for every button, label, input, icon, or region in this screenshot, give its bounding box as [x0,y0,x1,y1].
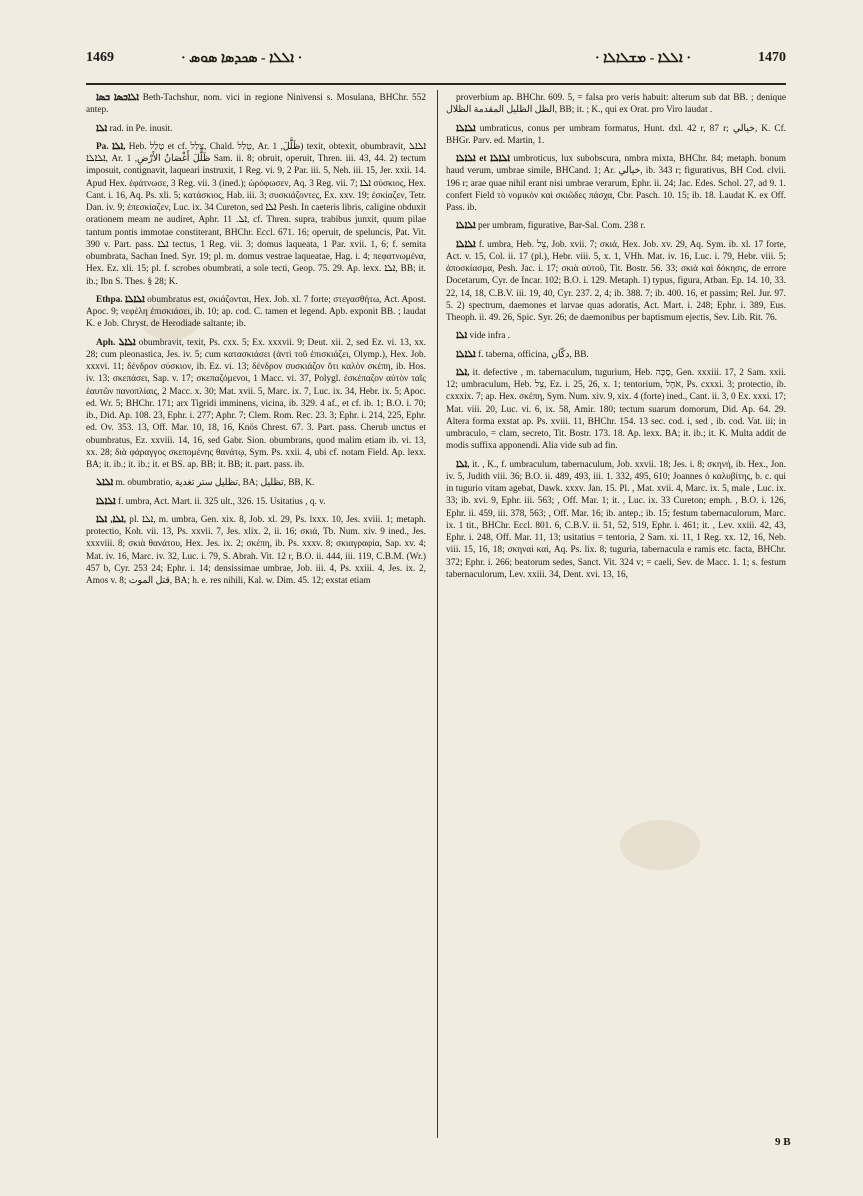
entry-text: it. , K., f. umbraculum, tabernaculum, Job. xxvii. 18; Jes. i. 8; σκηνή, ib. Hex., Jon. iv. 5, Judith viii. 36; B.O. ii. 489, 493, iii. 1. 332, 495, 610; Joannes ὁ καλυβίτης, b. c. qui in tugurio vitam agebat, Dawk. xxxv. Jan. 15. Pl. , Mat. xvii. 4, Marc. ix. 5, male , Luc. ix. 33; ib. xvi. 9, Ephr. iii. 563; , Off. Mar. 1; it. , Luc. ix. 33 Cureton; emph. , B.O. i. 126, Ephr. ii. 459, iii. 378, 563; , Off. Mar. 16; ib. antep.; ib. 15; festum tabernaculorum, Marc. ix. 1 tit., BHChr. Eccl. 801. 6, C.B.V. ii. 51, 52, 519, Ephr. i. 461; it. , Lev. xxiii. 42, 43, Ephr. i. 248, Off. Mar. 11, 13; usitatius = tentoria, 2 Sam. xi. 11, 1 Reg. xx. 12, 16, Neb. viii. 15, 16, 18; σκηναὶ καί, Aq. Ps. lix. 8; tuguria, tabernacula e ramis etc. facta, BHChr. 372; Ephr. i. 266; beatorum sedes, Sanct. Vit. 324 v; = caeli, Sev. de Macc. 1. 1; s. festum tabernaculorum, Lev. xxiii. 34, Dent. xvi. 13, 16, [446,459,786,580]
entry-headword: ܐܠܐ, ܐܠܐ, [96,514,130,525]
page-number-right: 1470 [758,50,786,65]
entry-text: f. umbra, Act. Mart. ii. 325 ult., 326. 15. Usitatius , q. v. [117,496,326,507]
entry-text: proverbium ap. BHChr. 609. 5, = falsa pro veris habuit: alterum sub dat BB. ; denique الظل الظليل المقدمة الظلال, BB; it. ; K., qui ex Orat. pro Viro laudat . [446,93,786,116]
entry-headword: ܐܠܐ [96,123,110,134]
entry-headword: ܐܠܐܠܐ [456,349,478,360]
entry-text: per umbram, figurative, Bar-Sal. Com. 238 r. [477,221,646,232]
entry-text: umbroticus, lux subobscura, nmbra mixta, BHChr. 84; metaph. bonum haud verum, umbrae simile, BHCand. 1; Ar. خيالي, ib. 343 r; figurativus, BH Cod. clvii. 196 r; arae quae nihil erant nisi umbrae verarum, Ephr. ii. 24; Jac. Edes. Schol. 27, ad 9. 1. confert Field τὸ νομικὸν καὶ σκιῶδες πάσχα, Cbr. Pasch. 10. 15; ib. 18. Laudat K. ex Off. Pass. ib. [446,154,786,213]
signature-mark: 9 B [775,1136,791,1148]
entry-text: obumbratus est, σκιάζονται, Hex. Job. xl. 7 forte; στεγασθήτω, Act. Apost. Apoc. 9; νεφέλη ἐπισκιάσει, ib. 10; ap. cod. C. tamen et legend. Apb. exponit BB. ; laudat K. e Job. Chryst. de Herodiade saltante; ib. [86,294,426,330]
entry-headword: ܐܠܐܠܐ [456,221,478,232]
dictionary-entry [446,459,786,582]
dictionary-entry [446,220,786,232]
entry-text: rad. in Pe. inusit. [109,123,173,134]
dictionary-entry [86,496,426,508]
entry-headword: ܐܠܐ, [456,459,473,470]
entry-headword: ܐܠܐܒܣܐ ܒܣܐ [96,93,143,103]
entry-text: umbraticus, conus per umbram formatus, Hunt. dxl. 42 r, 87 r; خيالي, K. Cf. BHGr. Parv. ed. Martin, 1. [446,123,786,146]
dictionary-entry [86,123,426,135]
dictionary-entry [86,92,426,117]
entry-headword: Pa. ܐܠܐ, [96,141,129,152]
entry-text: it. defective , m. tabernaculum, tugurium, Heb. סֻכָּה, Gen. xxxiii. 17, 2 Sam. xxii. 12; umbraculum, Heb. צֵל, Ez. i. 25, 26, x. 1; tentorium, אֹהֶל, Ps. cxxxi. 3; protectio, ib. cxxxix. 7; ap. Hex. σκέπη, Sym. Num. xiv. 9, xix. 4 (forte) ined., Cant. ii. 3, 0 Ex. xxxi. 17; Mat. viii. 20, Luc. vi. 6, ix. 58, Amir. 180; tectum suarum domorum, Did. Ap. 64. 29. Altera forma exstat ap. Ps. xviii. 11, BHChr. 154. 13 sec. cod. i, sed , ib. cod. Vat. iii; in umbraculo, = clam, secreto, Tit. Bostr. 173. 18. Ap. lexx. BA; it. ib.; it. K. Multa addit de modis suffixa apponendi. Alia vide sub ad fin. [446,367,786,452]
entry-text: Beth-Tachshur, nom. vici in regione Ninivensi s. Mosulana, BHChr. 552 antep. [86,93,426,116]
entry-headword: ܐܠܐܠܐ [456,239,479,250]
dictionary-entry [446,349,786,361]
dictionary-entry [446,367,786,453]
entry-text: vide infra . [469,331,510,342]
entry-text: f. taberna, officina, دكّان, BB. [477,349,589,360]
running-head-left: · ܐܠܠܐ - ܣܟܕܣܐ ܣܘܣ · [181,51,303,66]
entry-text: pl. ܐܠܐ, m. umbra, Gen. xix. 8, Job. xl. 29, Ps. lxxx. 10, Jes. xviii. 1; metaph. protectio, Koh. vii. 13, Ps. xxvii. 7, Jes. xlix. 2, ii. 16; σκιά, Tb. Num. xiv. 9 ined., Jes. xxxviii. 8; σκιὰ θανάτου, Hex. Jes. ix. 2; σκέπη, ib. Ps. xxxv. 8; σκιαγραφία, Sap. xv. 4; Mat. iv. 16, Marc. iv. 32, Luc. i. 79, S. Abrah. Vit. 12 r, B.O. ii. 444, iii. 119, C.B.M. (Wr.) 457 b, Cyr. 253 24; Ephr. i. 14; densissimae umbrae, Job. iii. 4, Ps. xxiii. 4, Jes. ix. 2, Amos v. 8; قتل الموت, BA; h. e. res nihili, Kal. w. Dim. 45. 12; exstat etiam [86,514,426,586]
page-number-left: 1469 [86,50,114,65]
running-head-right: · ܐܠܠܐ - ܡܫܠܐܠܐ · [594,51,691,66]
dictionary-entry [446,92,786,117]
dictionary-entry [86,514,426,588]
entry-headword: ܐܠܐ [456,331,470,342]
dictionary-entry [446,239,786,325]
dictionary-entry [446,123,786,148]
entry-headword: Aph. ܐܠܐܠ [96,337,139,348]
column-divider [437,90,438,1138]
entry-headword: ܐܠܐܠܐ et ܐܠܐܠܐ [456,154,514,164]
dictionary-entry [446,153,786,214]
entry-text: Heb. טָלַל et cf. צָלַל, Chald. טְלַל, Ar. ظَلَّلَ, 1) texit, obtexit, obumbravit, ܐܠܐܠ ܐܠܐܠܐ, Ar. ظَلَّلَ أَغْصَانُ الأَرْضِ, 1 Sam. ii. 8; obruit, operuit, Thren. iii. 43, 44. 2) tectum imposuit, contignavit, laqueari instruxit, 1 Reg. vi. 9, 2 Par. iii. 5, Neh. iii. 15, Jer. xxii. 14. Apud Hex. ἐφάτνωσε, 3 Reg. vii. 3 (ined.); ὠρόφωσεν, Aq. 3 Reg. vii. 7; ܐܠܐ σύσκιος, Hex. Cant. i. 16, Aq. Ps. xli. 5; κατάσκιος, Hab. iii. 3; συσκιάζοντες, Ex. xxv. 19; ἐσκίαζεν, Tetr. Dan. iv. 9; ἐπεσκίαζεν, Luc. ix. 34 Cureton, sed ܐܠܐ Pesh. In caeteris libris, caligine obduxit orationem meam ne audiret, Aphr. ܐܠ. 11, cf. Thren. supra, trabibus junxit, quum pilae tantum pontis immotae constiterant, BHChr. Eccl. 671. 16; operuit, de speluncis, Pat. Vit. 390 v. Part. pass. ܐܠܐ tectus, 1 Reg. vii. 3; domus laqueata, 1 Par. xvii. 1, 6; f. semita obumbrata, Sachan Ined. Syr. 19; pl. m. domus vestrae laqueatae, Hag. i. 4; πεφατνωμένα, Hex. Ez. xli. 15; pl. f. scrobes obumbrati, a sole tecti, Geop. 75. 29. Ap. lexx. ܐܠܐ, BB; it. ib.; Ibn S. Thes. § 28; K. [86,141,426,287]
left-column [86,92,426,1142]
entry-headword: ܐܠܐܠܐ [96,496,118,507]
entry-text: m. obumbratio, تظليل ستر تغدية, BA; تظليل, BB, K. [115,478,315,489]
entry-headword: ܐܠܐ, [456,367,473,378]
page-header [86,50,786,74]
entry-headword: ܐܠܐܠ [96,478,116,489]
dictionary-entry [446,330,786,342]
right-column [446,92,786,1142]
entry-text: obumbravit, texit, Ps. cxx. 5; Ex. xxxvii. 9; Deut. xii. 2, sed Ez. vi. 13, xx. 28; cum pleonastica, Jes. iv. 5; cum κατασκιάσει (ἀντὶ τοῦ ἐπισκιάζει, Olymp.), Hex. Job. xxxvi. 11; δένδρον σύσκιον, ib. Ez. vi. 13; δένδρον συσκιάζον ὅτι καλὸν σκέπη, ib. Hos. iv. 13; σκεπάσει, Sap. v. 17; σκεπαζόμενοι, 1 Macc. vi. 37, Polygl. ἐσκέπαζον αὐτὸν ταῖς ἑαυτῶν πανοπλίαις, 2 Macc. x. 30; Mat. xvii. 5, Marc. ix. 7, Luc. ix. 34, Hebr. ix. 5; Apoc. ed. Wr. 5; BHChr. 171; arx Tigridi imminens, vicina, ib. 329. 4 af., et cf. ib. 1; B.O. i. 70; ib., Did. Ap. 108. 23, Ephr. i. 277; Aphr. 7; Clem. Rom. Rec. 23. 3; Ephr. i. 214, 225, Ephr. ed. Ov. 353. 13, Off. Mar. 10, 18, 16, Knös Chrest. 67. 3. Part. pass. Cherub unctus et obumbratus, Ez. xxviii. 14, 16, sed Gabr. Sion. obumbrans, quod malim etiam ib. vi. 13, xx. 28; διὰ φάραγγος σκεπομένης θανάτῳ, Sym. Ps. xxii. 4, ubi cf. notam Field. Ap. lexx. BA; it. ib.; it. ib.; it. et BS. ap. BB; it. BB; it. part. pass. ib. [86,337,426,470]
dictionary-entry [86,477,426,489]
header-rule [86,83,786,85]
dictionary-entry [86,294,426,331]
entry-text: f. umbra, Heb. צֵל, Job. xvii. 7; σκιά, Hex. Job. xv. 29, Aq. Sym. ib. xl. 17 forte, Act. v. 15, Col. ii. 17 (pl.), Hebr. viii. 5, x. 1, VHh. Mat. iv. 16, Luc. i. 79, Hebr. viii. 5; ἀποσκίασμα, Pesh. Jac. i. 17; σκιὰ αὐτοῦ, Tit. Bostr. 56. 33; σκιὰ καὶ δόκησις, de errore Docetarum, Cyr. de Incar. 102; B.O. i. 129. Metaph. 1) typus, figura, Atban. Ep. 14. 10, 33. 22, 14, 18, C.B.V. iii. 19, 40, Cyr. 237. 2, 4; ib. 388. 7; ib. 400. 16, et passim; Rel. Jur. 97. 5. 2) spectrum, daemones et larvae quas adoratis, Act. Mart. i. 248; Ephr. i. 389, Eus. Theoph. ii. 49. 26, Spic. Syr. 26; de daemonibus per baptismum ejectis, Sev. Lib. Rit. 76. [446,239,786,323]
entry-headword: ܐܠܐܠܐ [456,123,480,134]
dictionary-entry [86,337,426,472]
dictionary-entry [86,141,426,288]
entry-headword: Ethpa. ܐܠܐܠܐ [96,294,148,305]
